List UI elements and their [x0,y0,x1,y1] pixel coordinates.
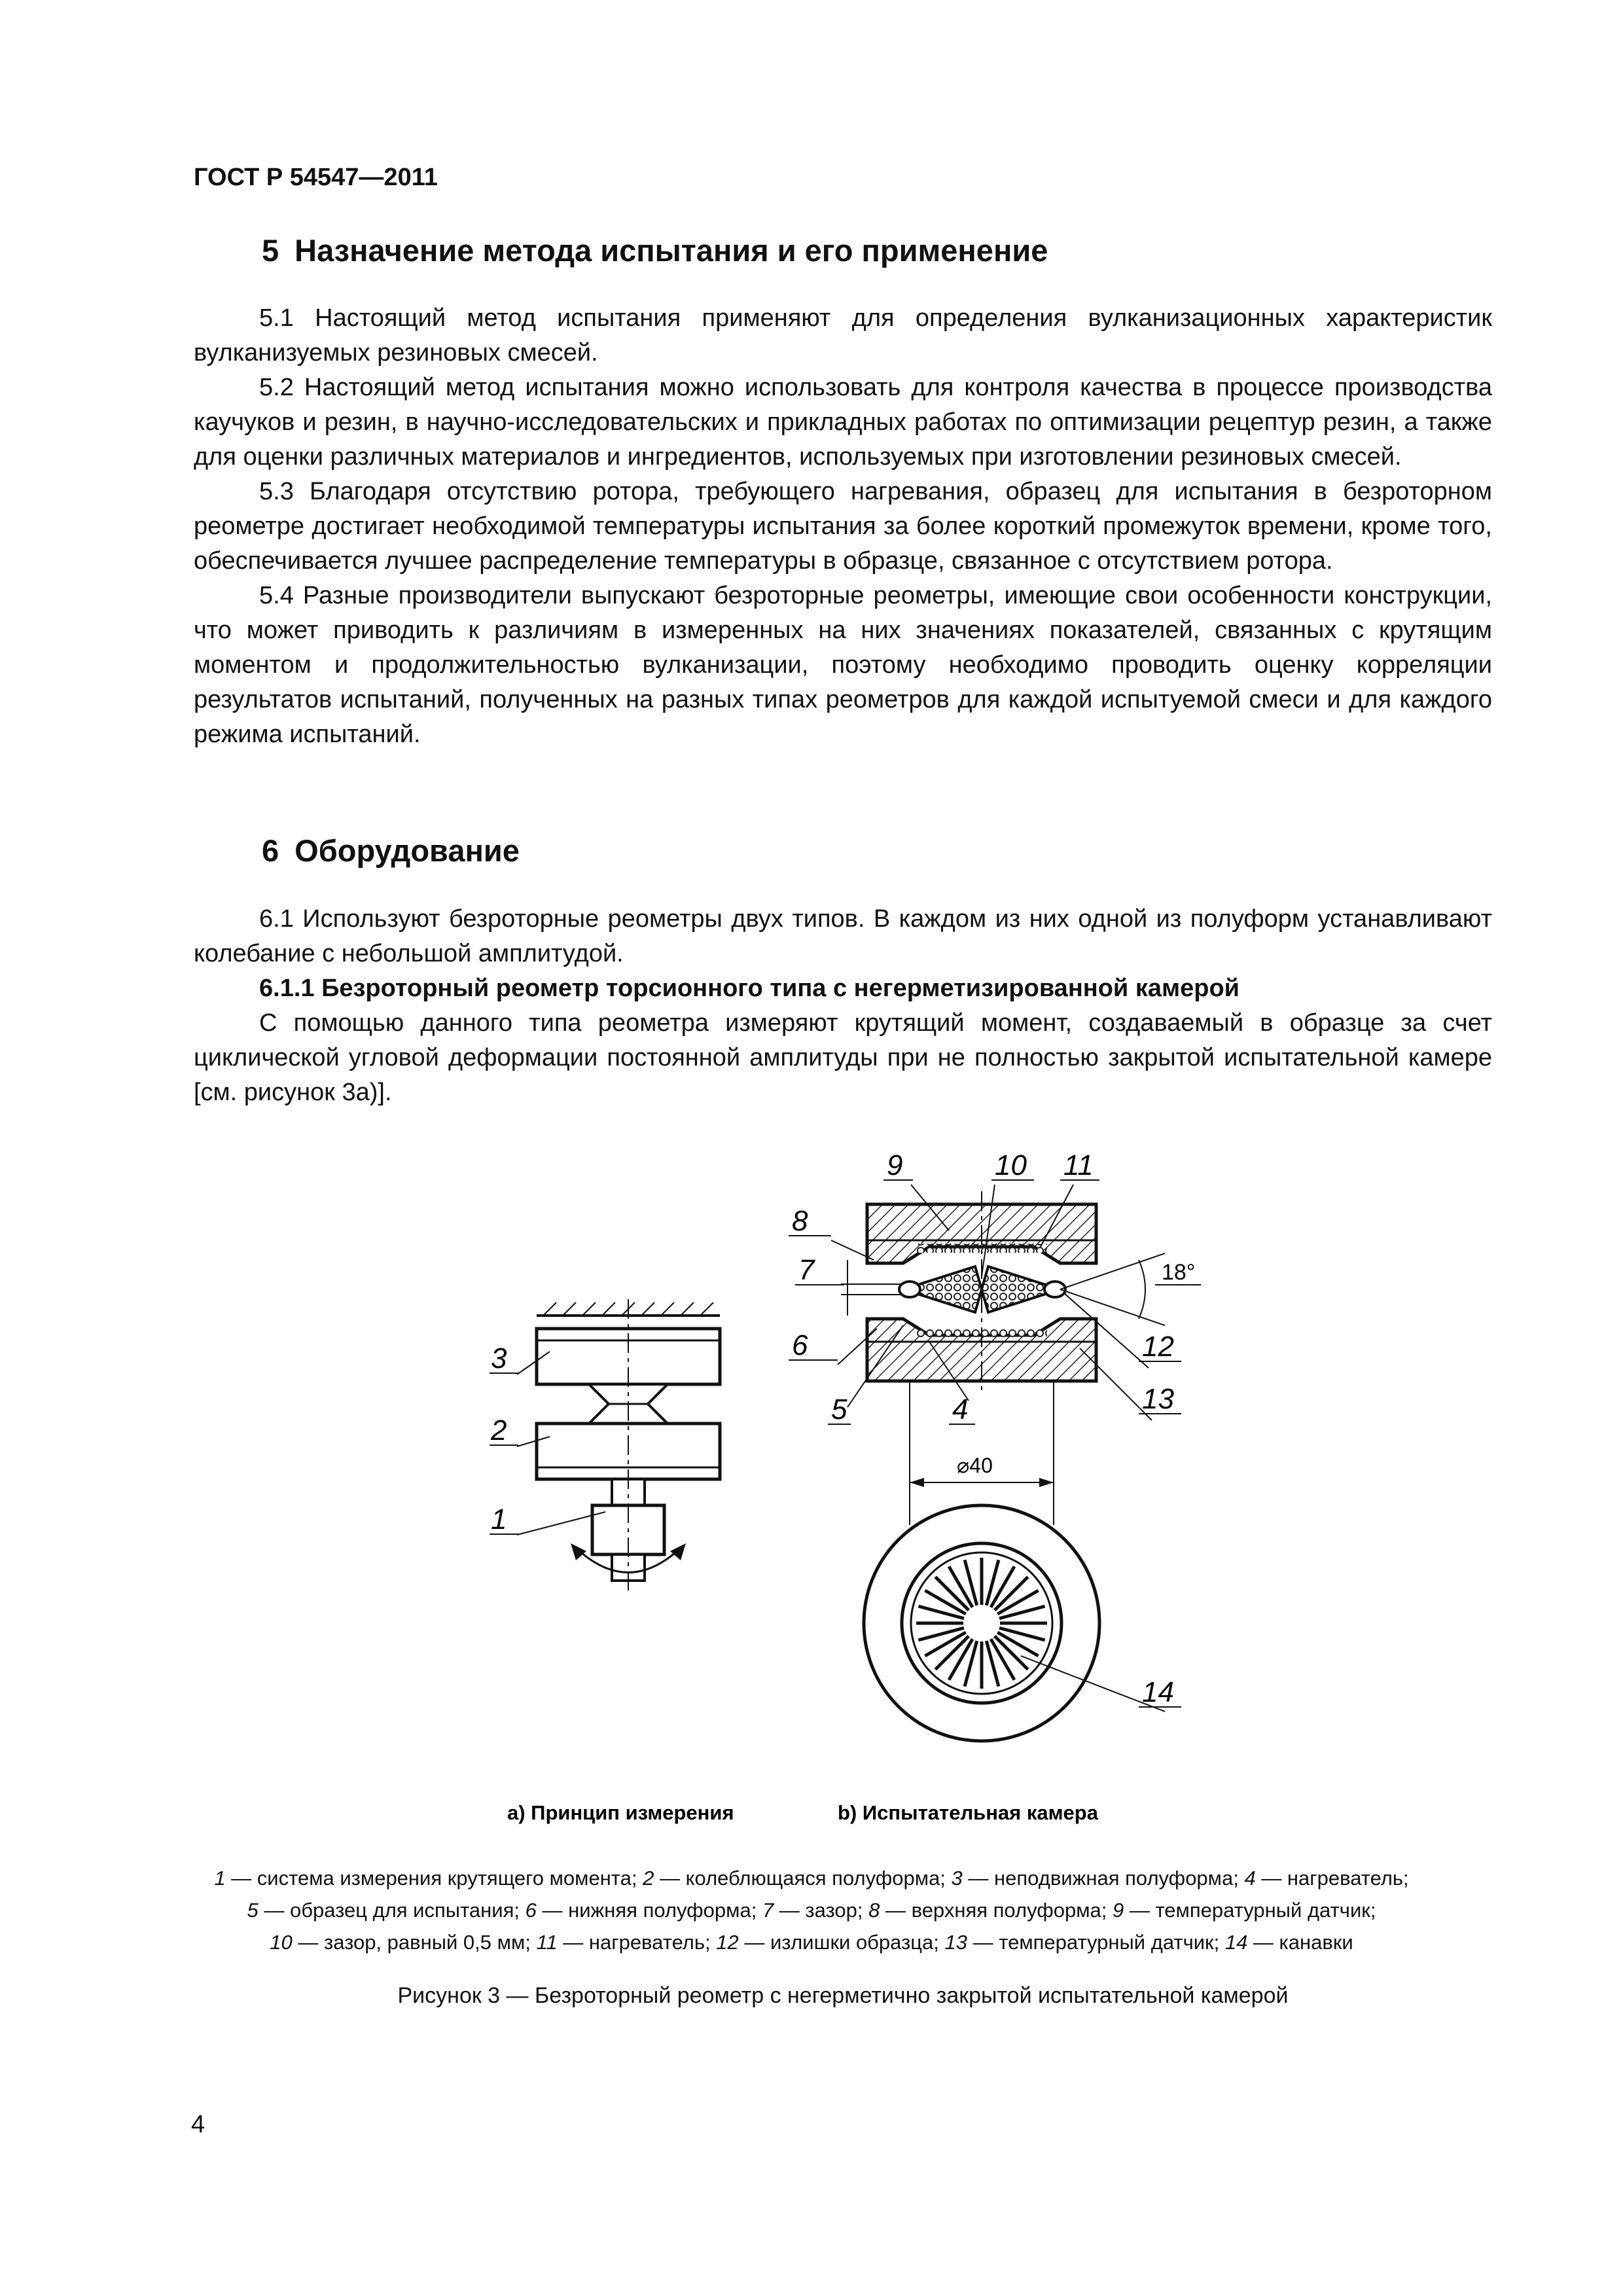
section-6-title: Оборудование [294,833,520,868]
legend-line-1 [190,1862,1433,1894]
legend-num: 6 [525,1899,537,1922]
legend-text: — температурный датчик; [967,1931,1225,1954]
legend-num: 13 [944,1931,967,1954]
page-number: 4 [191,2111,205,2138]
legend-text: — неподвижная полуформа; [962,1867,1245,1890]
label-14: 14 [1142,1676,1174,1708]
figure-legend [190,1862,1433,1958]
label-8: 8 [792,1205,808,1237]
paragraph-5-2: 5.2 Настоящий метод испытания можно использовать для контроля качества в процессе производства каучуков и резин, в научно-исследовательских и прикладных работах по оптимизации рецептур резин, а также для оценки различных материалов и ингредиентов, используемых при изготовлении резиновых смесей. [194,374,1492,471]
legend-num: 1 [214,1867,226,1890]
figure-title: Рисунок 3 — Безроторный реометр с негерметично закрытой испытательной камерой [397,1983,1289,2008]
legend-text: — зазор, равный 0,5 мм; [292,1931,537,1954]
legend-text: — излишки образца; [738,1931,945,1954]
label-12: 12 [1142,1331,1174,1363]
diameter-label: ⌀40 [957,1454,993,1477]
legend-num: 2 [643,1867,654,1890]
label-3: 3 [491,1342,507,1374]
legend-line-3 [190,1926,1433,1958]
legend-text: — нагреватель; [557,1931,717,1954]
legend-num: 7 [762,1899,774,1922]
legend-text: — нижняя полуформа; [536,1899,762,1922]
legend-num: 5 [247,1899,259,1922]
label-6: 6 [792,1329,808,1361]
legend-text: — температурный датчик; [1124,1899,1376,1922]
label-11: 11 [1063,1149,1094,1181]
legend-num: 4 [1244,1867,1256,1890]
paragraph-6-1-1: С помощью данного типа реометра измеряют крутящий момент, создаваемый в образце за счет циклической угловой деформации постоянной амплитуды при не полностью закрытой испытательной камере [см. рисунок 3а)]. [194,1009,1492,1106]
legend-line-2 [190,1894,1433,1926]
legend-text: — нагреватель; [1255,1867,1409,1890]
angle-label: 18° [1162,1260,1196,1285]
label-10: 10 [995,1149,1027,1181]
label-13: 13 [1142,1383,1174,1415]
legend-num: 8 [868,1899,880,1922]
subsection-6-1-1-title: 6.1.1 Безроторный реометр торсионного типа с негерметизированной камерой [259,975,1240,1002]
diagram-b-chamber [789,1149,1201,1741]
document-code: ГОСТ Р 54547—2011 [194,164,438,191]
legend-num: 12 [716,1931,739,1954]
paragraph-5-3: 5.3 Благодаря отсутствию ротора, требующего нагревания, образец для испытания в безроторном реометре достигает необходимой температуры испытания за более короткий промежуток времени, кроме того, обеспечивается лучшее распределение температуры в образце, связанное с отсутствием ротора. [194,478,1492,575]
legend-text: — образец для испытания; [258,1899,526,1922]
legend-num: 11 [536,1931,558,1954]
legend-text: — система измерения крутящего момента; [225,1867,643,1890]
legend-num: 3 [951,1867,963,1890]
label-5: 5 [831,1393,847,1426]
paragraph-5-1: 5.1 Настоящий метод испытания применяют для определения вулканизационных характеристик вулканизуемых резиновых смесей. [194,304,1492,367]
label-9: 9 [887,1149,903,1181]
label-1: 1 [491,1503,507,1535]
legend-text: — верхняя полуформа; [880,1899,1113,1922]
legend-text: — колеблющаяся полуформа; [654,1867,952,1890]
caption-a: a) Принцип измерения [507,1801,734,1824]
legend-num: 9 [1112,1899,1124,1922]
section-6-number: 6 [262,833,279,868]
label-7: 7 [798,1254,815,1286]
legend-text: — канавки [1247,1931,1353,1954]
legend-num: 14 [1224,1931,1248,1954]
caption-b: b) Испытательная камера [838,1801,1098,1824]
diagram-a-principle [490,1299,720,1590]
section-5-number: 5 [262,233,279,268]
legend-num: 10 [270,1931,293,1954]
paragraph-5-4: 5.4 Разные производители выпускают безроторные реометры, имеющие свои особенности конструкции, что может приводить к различиям в измеренных на них значениях показателей, связанных с крутящим моментом и продолжительностью вулканизации, поэтому необходимо проводить оценку корреляции результатов испытаний, полученных на разных типах реометров для каждой испытуемой смеси и для каждого режима испытаний. [194,582,1492,748]
paragraph-6-1: 6.1 Используют безроторные реометры двух типов. В каждом из них одной из полуформ устанавливают колебание с небольшой амплитудой. [194,905,1492,967]
section-5-title: Назначение метода испытания и его применение [294,233,1048,268]
label-4: 4 [952,1393,969,1426]
label-2: 2 [491,1414,507,1446]
legend-text: — зазор; [774,1899,869,1922]
